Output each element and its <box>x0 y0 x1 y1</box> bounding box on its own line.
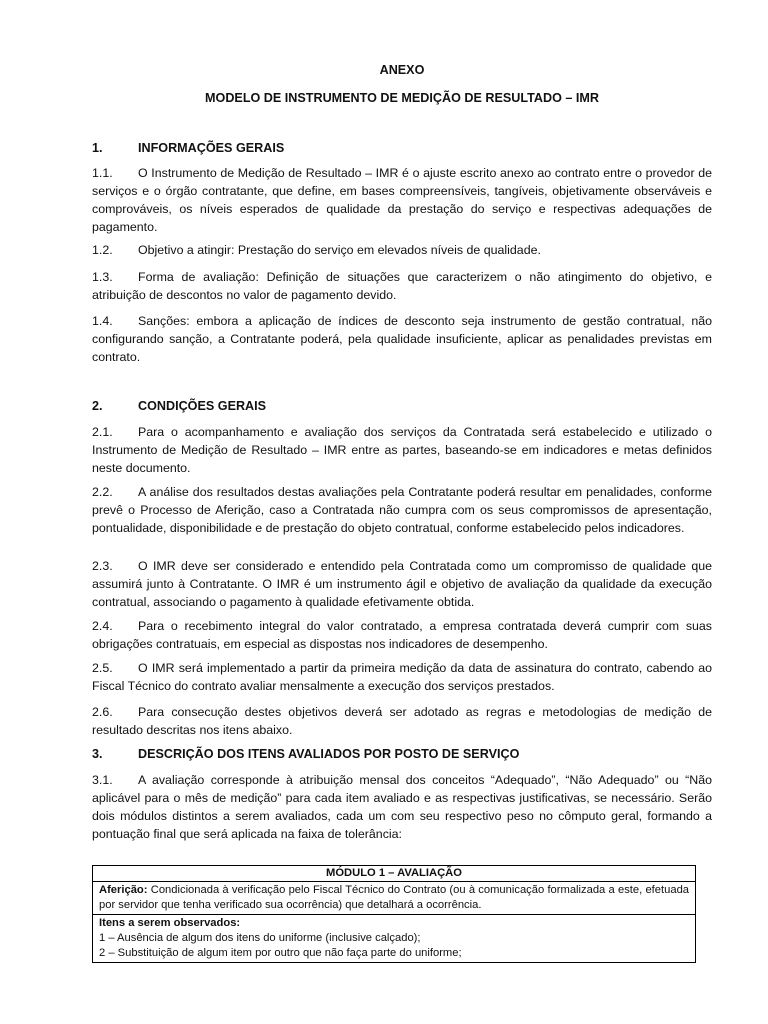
paragraph-text: A avaliação corresponde à atribuição mensal dos conceitos “Adequado”, “Não Adequado” ou “Não aplicável para o mês de medição” para cada item avaliado e as respectivas justificativas, se necessário. Serão dois módulos distintos a serem avaliados, cada um com seu respectivo peso no cômputo geral, formando a pontuação final que será aplicada na faixa de tolerância: <box>92 773 712 841</box>
paragraph-2-4 <box>92 617 712 653</box>
section-title: CONDIÇÕES GERAIS <box>138 399 267 413</box>
section-3-heading <box>92 745 712 763</box>
paragraph-text: O Instrumento de Medição de Resultado – IMR é o ajuste escrito anexo ao contrato entre o provedor de serviços e o órgão contratante, que define, em bases compreensíveis, tangíveis, objetivamente observáveis e comprováveis, os níveis esperados de qualidade da prestação do serviço e respectivas adequações de pagamento. <box>92 166 712 234</box>
paragraph-1-1 <box>92 164 712 236</box>
module-header: MÓDULO 1 – AVALIAÇÃO <box>93 866 696 882</box>
paragraph-2-3 <box>92 557 712 611</box>
afericao-cell <box>93 882 696 915</box>
paragraph-text: Sanções: embora a aplicação de índices de desconto seja instrumento de gestão contratual, não configurando sanção, a Contratante poderá, pela qualidade insuficiente, aplicar as penalidades previstas em contrato. <box>92 314 712 364</box>
paragraph-number: 1.3. <box>92 270 113 284</box>
paragraph-number: 3.1. <box>92 773 113 787</box>
model-title: MODELO DE INSTRUMENTO DE MEDIÇÃO DE RESULTADO – IMR <box>205 91 599 105</box>
paragraph-text: Para consecução destes objetivos deverá ser adotado as regras e metodologias de medição de resultado descritas nos itens abaixo. <box>92 705 712 737</box>
table-header-row <box>93 866 696 882</box>
module-1-table <box>92 865 696 963</box>
paragraph-number: 2.1. <box>92 425 113 439</box>
paragraph-number: 2.5. <box>92 661 113 675</box>
paragraph-number: 2.3. <box>92 559 113 573</box>
paragraph-2-1 <box>92 423 712 477</box>
paragraph-1-2 <box>92 241 712 259</box>
paragraph-text: Para o recebimento integral do valor contratado, a empresa contratada deverá cumprir com suas obrigações contratuais, em especial as dispostas nos indicadores de desempenho. <box>92 619 712 651</box>
table-row <box>93 915 696 963</box>
annex-title: ANEXO <box>379 63 425 77</box>
items-label: Itens a serem observados: <box>99 917 241 929</box>
paragraph-number: 2.2. <box>92 485 113 499</box>
paragraph-text: Para o acompanhamento e avaliação dos serviços da Contratada será estabelecido e utilizado o Instrumento de Medição de Resultado – IMR entre as partes, baseando-se em indicadores e metas definidos neste documento. <box>92 425 712 475</box>
paragraph-1-4 <box>92 312 712 366</box>
afericao-text: Condicionada à verificação pelo Fiscal Técnico do Contrato (ou à comunicação formalizada a este, efetuada por servidor que tenha verificado sua ocorrência) que detalhará a ocorrência. <box>99 884 690 911</box>
list-item: 2 – Substituição de algum item por outro que não faça parte do uniforme; <box>99 947 462 959</box>
paragraph-1-3 <box>92 268 712 304</box>
section-number: 2. <box>92 399 103 413</box>
section-number: 1. <box>92 141 103 155</box>
paragraph-number: 1.1. <box>92 166 113 180</box>
paragraph-2-2 <box>92 483 712 537</box>
items-cell <box>93 915 696 963</box>
table-row <box>93 882 696 915</box>
paragraph-number: 1.2. <box>92 243 113 257</box>
paragraph-number: 1.4. <box>92 314 113 328</box>
paragraph-2-6 <box>92 703 712 739</box>
section-2-heading <box>92 397 712 415</box>
paragraph-number: 2.6. <box>92 705 113 719</box>
paragraph-text: Forma de avaliação: Definição de situações que caracterizem o não atingimento do objetivo, e atribuição de descontos no valor de pagamento devido. <box>92 270 712 302</box>
afericao-label: Aferição: <box>99 884 148 896</box>
section-number: 3. <box>92 747 103 761</box>
paragraph-text: Objetivo a atingir: Prestação do serviço em elevados níveis de qualidade. <box>138 243 541 257</box>
paragraph-2-5 <box>92 659 712 695</box>
paragraph-text: O IMR será implementado a partir da primeira medição da data de assinatura do contrato, cabendo ao Fiscal Técnico do contrato avaliar mensalmente a execução dos serviços prestados. <box>92 661 712 693</box>
section-title: INFORMAÇÕES GERAIS <box>138 141 285 155</box>
list-item: 1 – Ausência de algum dos itens do uniforme (inclusive calçado); <box>99 932 421 944</box>
section-1-heading <box>92 139 712 157</box>
paragraph-3-1 <box>92 771 712 843</box>
paragraph-text: O IMR deve ser considerado e entendido pela Contratada como um compromisso de qualidade que assumirá junto à Contratante. O IMR é um instrumento ágil e objetivo de avaliação da qualidade da execução contratual, associando o pagamento à qualidade efetivamente obtida. <box>92 559 712 609</box>
paragraph-text: A análise dos resultados destas avaliações pela Contratante poderá resultar em penalidades, conforme prevê o Processo de Aferição, caso a Contratada não cumpra com os seus compromissos de apresentação, pontualidade, disponibilidade e de prestação do objeto contratual, conforme estabelecido pelos indicadores. <box>92 485 712 535</box>
paragraph-number: 2.4. <box>92 619 113 633</box>
section-title: DESCRIÇÃO DOS ITENS AVALIADOS POR POSTO DE SERVIÇO <box>138 747 520 761</box>
